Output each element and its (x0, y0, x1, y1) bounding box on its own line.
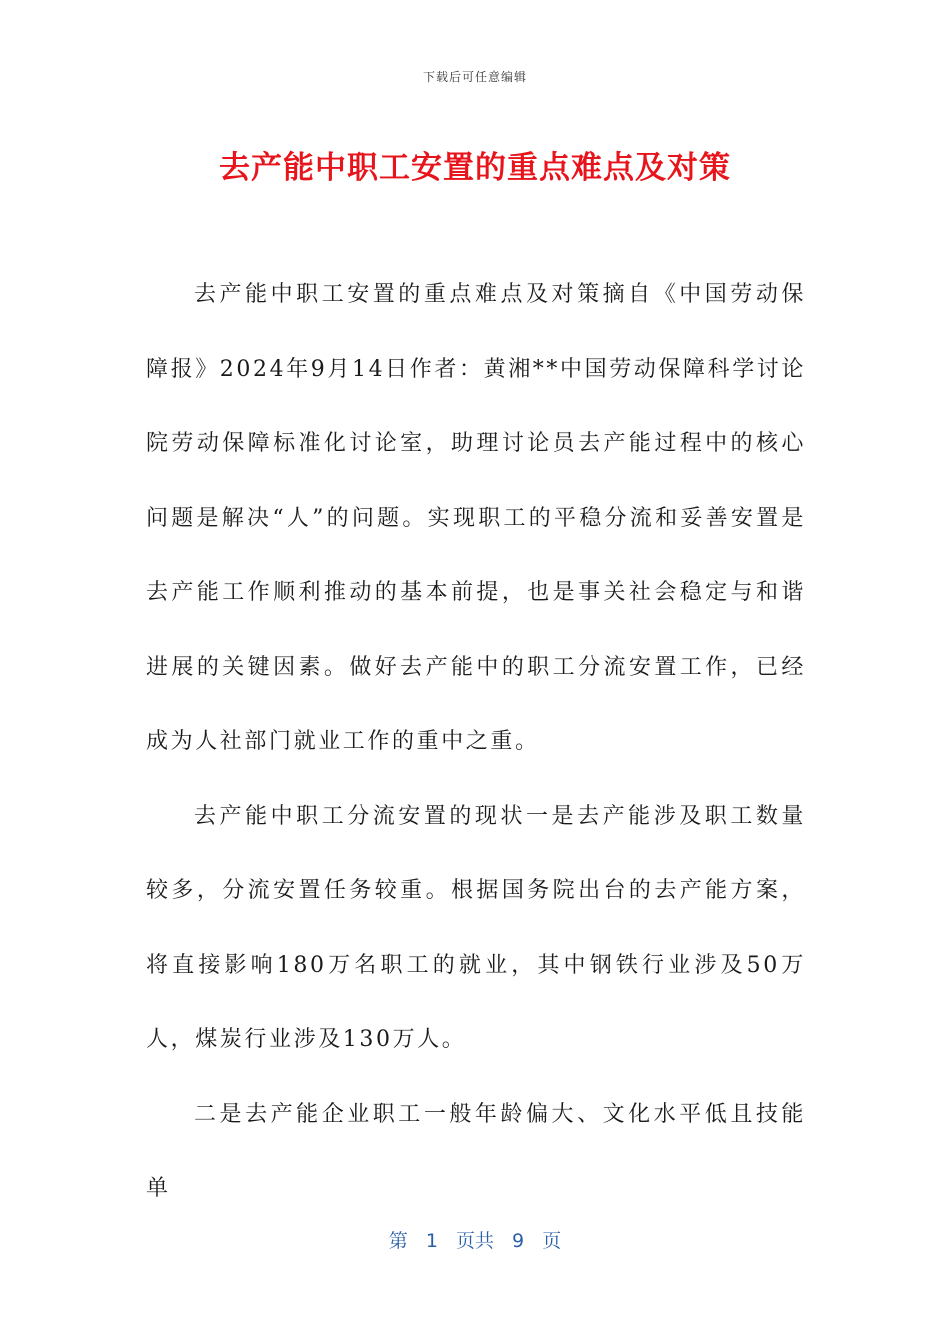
document-title: 去产能中职工安置的重点难点及对策 (219, 150, 731, 186)
document-body (146, 258, 806, 1227)
paragraph-2: 去产能中职工分流安置的现状一是去产能涉及职工数量较多，分流安置任务较重。根据国务院出台的去产能方案，将直接影响180万名职工的就业，其中钢铁行业涉及50万人，煤炭行业涉及130万人。 (146, 803, 806, 1052)
page-prefix: 第 (388, 1230, 408, 1252)
paragraph-3: 二是去产能企业职工一般年龄偏大、文化水平低且技能单 (146, 1101, 806, 1201)
current-page-number: 1 (425, 1230, 438, 1252)
page-footer (0, 1226, 950, 1253)
page-suffix: 页 (542, 1230, 562, 1252)
page-middle: 页共 (455, 1230, 494, 1252)
header-note: 下载后可任意编辑 (422, 70, 527, 84)
paragraph-1: 去产能中职工安置的重点难点及对策摘自《中国劳动保障报》2024年9月14日作者：黄湘**中国劳动保障科学讨论院劳动保障标准化讨论室，助理讨论员去产能过程中的核心问题是解决“人”的问题。实现职工的平稳分流和妥善安置是去产能工作顺利推动的基本前提，也是事关社会稳定与和谐进展的关键因素。做好去产能中的职工分流安置工作，已经成为人社部门就业工作的重中之重。 (146, 282, 806, 754)
total-pages-number: 9 (512, 1230, 525, 1252)
